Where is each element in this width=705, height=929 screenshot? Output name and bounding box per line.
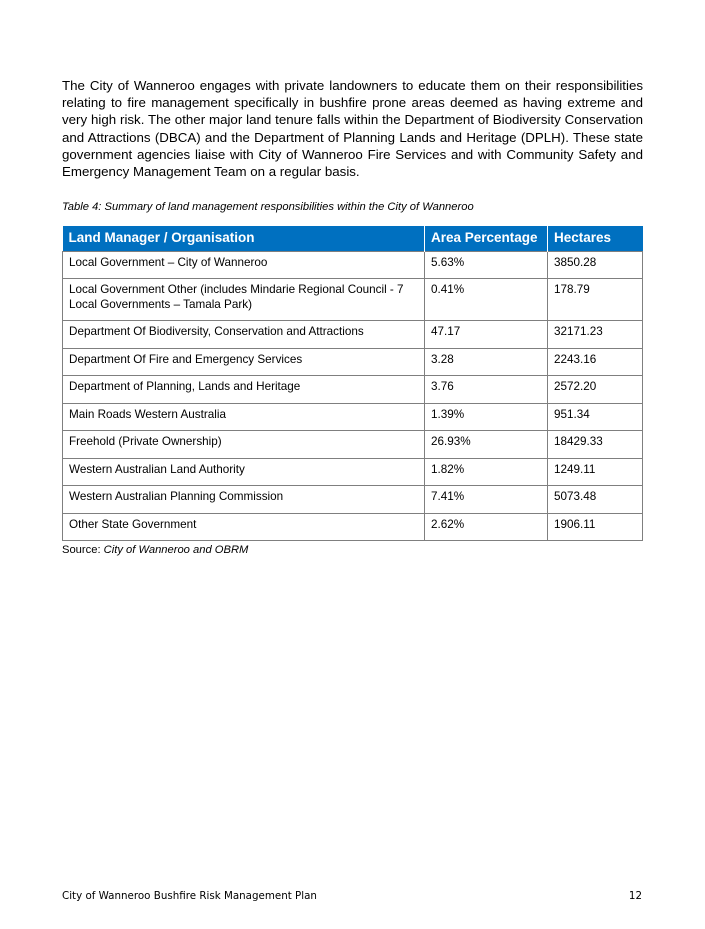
table-row <box>63 348 643 376</box>
cell-area-percentage: 2.62% <box>425 513 548 541</box>
table-row <box>63 486 643 514</box>
cell-area-percentage: 1.39% <box>425 403 548 431</box>
table-row <box>63 251 643 279</box>
table-header <box>63 226 643 251</box>
cell-land-manager: Western Australian Land Authority <box>63 458 425 486</box>
table-row <box>63 458 643 486</box>
cell-hectares: 5073.48 <box>548 486 643 514</box>
cell-hectares: 3850.28 <box>548 251 643 279</box>
cell-area-percentage: 47.17 <box>425 321 548 349</box>
cell-land-manager: Freehold (Private Ownership) <box>63 431 425 459</box>
cell-area-percentage: 1.82% <box>425 458 548 486</box>
cell-land-manager: Local Government – City of Wanneroo <box>63 251 425 279</box>
header-land-manager: Land Manager / Organisation <box>63 226 425 251</box>
header-area-percentage: Area Percentage <box>425 226 548 251</box>
cell-land-manager: Department of Planning, Lands and Heritage <box>63 376 425 404</box>
intro-paragraph: The City of Wanneroo engages with private landowners to educate them on their responsibilities relating to fire management specifically in bushfire prone areas deemed as having extreme and very high risk. The other major land tenure falls within the Department of Biodiversity Conservation and Attractions (DBCA) and the Department of Planning Lands and Heritage (DPLH). These state government agencies liaise with City of Wanneroo Fire Services and with Community Safety and Emergency Management Team on a regular basis. <box>62 78 643 180</box>
cell-area-percentage: 26.93% <box>425 431 548 459</box>
cell-land-manager: Main Roads Western Australia <box>63 403 425 431</box>
cell-hectares: 1249.11 <box>548 458 643 486</box>
cell-land-manager: Department Of Biodiversity, Conservation and Attractions <box>63 321 425 349</box>
cell-area-percentage: 5.63% <box>425 251 548 279</box>
cell-hectares: 951.34 <box>548 403 643 431</box>
table-row <box>63 513 643 541</box>
table-row <box>63 403 643 431</box>
cell-land-manager: Department Of Fire and Emergency Services <box>63 348 425 376</box>
table-row <box>63 431 643 459</box>
source-value: City of Wanneroo and OBRM <box>103 544 249 556</box>
source-label: Source: <box>62 544 104 556</box>
table-header-row <box>63 226 643 251</box>
footer-page-number: 12 <box>628 890 642 902</box>
cell-hectares: 18429.33 <box>548 431 643 459</box>
table-row <box>63 321 643 349</box>
cell-land-manager: Other State Government <box>63 513 425 541</box>
cell-area-percentage: 3.76 <box>425 376 548 404</box>
table-caption: Table 4: Summary of land management responsibilities within the City of Wanneroo <box>62 201 474 213</box>
cell-land-manager: Local Government Other (includes Mindarie Regional Council - 7 Local Governments – Tamala Park) <box>63 279 425 321</box>
cell-land-manager: Western Australian Planning Commission <box>63 486 425 514</box>
table-body <box>63 251 643 541</box>
table-source <box>62 544 248 556</box>
header-hectares: Hectares <box>548 226 643 251</box>
table-row <box>63 376 643 404</box>
cell-hectares: 2243.16 <box>548 348 643 376</box>
cell-hectares: 178.79 <box>548 279 643 321</box>
cell-hectares: 32171.23 <box>548 321 643 349</box>
footer-document-title: City of Wanneroo Bushfire Risk Management Plan <box>62 890 317 902</box>
table-row <box>63 279 643 321</box>
cell-hectares: 2572.20 <box>548 376 643 404</box>
cell-hectares: 1906.11 <box>548 513 643 541</box>
cell-area-percentage: 3.28 <box>425 348 548 376</box>
land-management-table <box>62 226 643 541</box>
cell-area-percentage: 0.41% <box>425 279 548 321</box>
cell-area-percentage: 7.41% <box>425 486 548 514</box>
